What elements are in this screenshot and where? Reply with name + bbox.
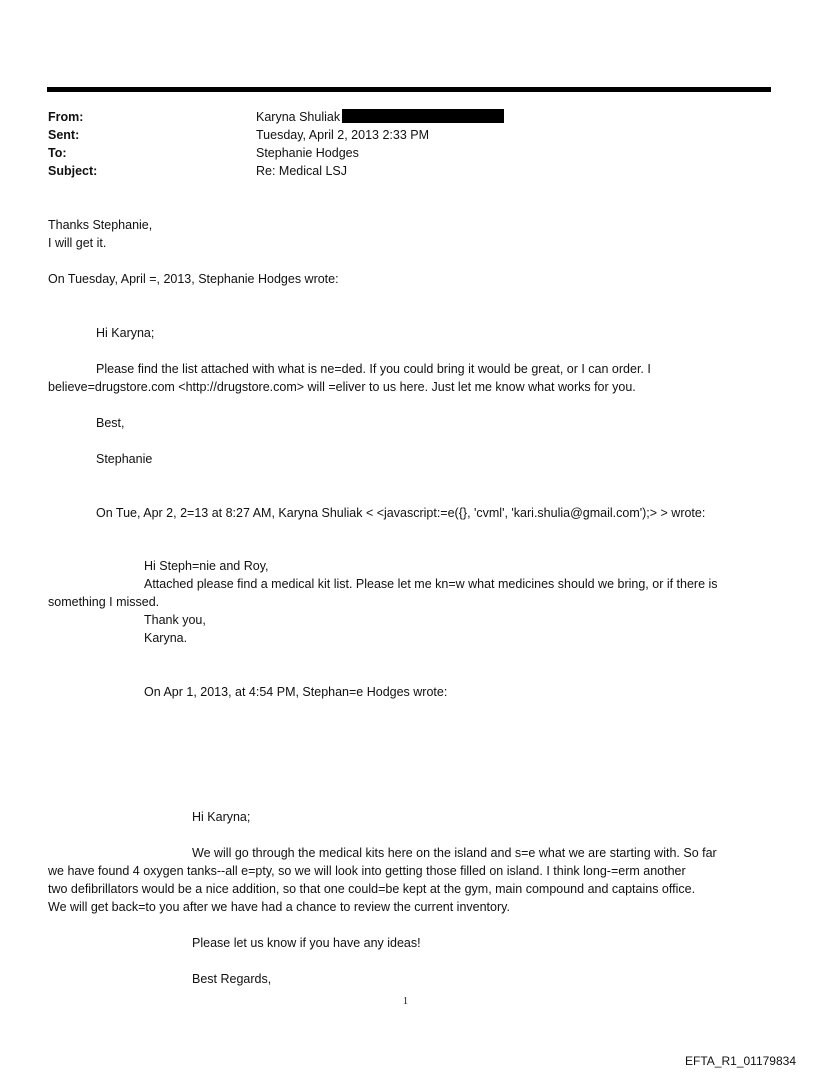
header-rule <box>47 87 771 92</box>
quote1-paragraph-line1: Please find the list attached with what is ne=ded. If you could bring it would be great, or I can order. I <box>96 362 651 376</box>
sent-label: Sent: <box>48 128 80 142</box>
quote1-paragraph-line2: believe=drugstore.com <http://drugstore.com> will =eliver to us here. Just let me know what works for you. <box>48 380 636 394</box>
to-value: Stephanie Hodges <box>256 146 359 160</box>
page-number: 1 <box>403 996 408 1007</box>
sender-name: Karyna Shuliak <box>256 110 341 124</box>
reply-line: I will get it. <box>48 236 107 250</box>
quote1-greeting: Hi Karyna; <box>96 326 155 340</box>
quote2-paragraph-line1: Attached please find a medical kit list. Please let me kn=w what medicines should we bring, or if there is <box>144 577 718 591</box>
bates-number: EFTA_R1_01179834 <box>685 1054 796 1068</box>
from-value <box>256 108 504 126</box>
quote3-greeting: Hi Karyna; <box>192 810 251 824</box>
quote3-ideas: Please let us know if you have any ideas! <box>192 936 421 950</box>
reply-greeting: Thanks Stephanie, <box>48 218 153 232</box>
quote1-header: On Tuesday, April =, 2013, Stephanie Hodges wrote: <box>48 272 339 286</box>
quote1-signature: Stephanie <box>96 452 153 466</box>
subject-value: Re: Medical LSJ <box>256 164 348 178</box>
quote3-paragraph-line3: two defibrillators would be a nice addition, so that one could=be kept at the gym, main compound and captains office. <box>48 882 696 896</box>
redaction-bar <box>342 109 504 123</box>
subject-label: Subject: <box>48 164 98 178</box>
quote3-paragraph-line4: We will get back=to you after we have had a chance to review the current inventory. <box>48 900 510 914</box>
quote3-paragraph-line2: we have found 4 oxygen tanks--all e=pty, so we will look into getting those filled on island. I think long-=erm another <box>48 864 686 878</box>
quote2-paragraph-line2: something I missed. <box>48 595 160 609</box>
quote3-closing: Best Regards, <box>192 972 272 986</box>
from-label: From: <box>48 110 84 124</box>
quote2-signature: Karyna. <box>144 631 188 645</box>
quote2-greeting: Hi Steph=nie and Roy, <box>144 559 269 573</box>
to-label: To: <box>48 146 67 160</box>
quote2-header: On Tue, Apr 2, 2=13 at 8:27 AM, Karyna Shuliak < <javascript:=e({}, 'cvml', 'kari.shulia@gmail.com');> > wrote: <box>96 506 706 520</box>
sent-value: Tuesday, April 2, 2013 2:33 PM <box>256 128 430 142</box>
quote3-header: On Apr 1, 2013, at 4:54 PM, Stephan=e Hodges wrote: <box>144 685 448 699</box>
quote1-closing: Best, <box>96 416 125 430</box>
quote3-paragraph-line1: We will go through the medical kits here on the island and s=e what we are starting with. So far <box>192 846 717 860</box>
quote2-closing: Thank you, <box>144 613 206 627</box>
